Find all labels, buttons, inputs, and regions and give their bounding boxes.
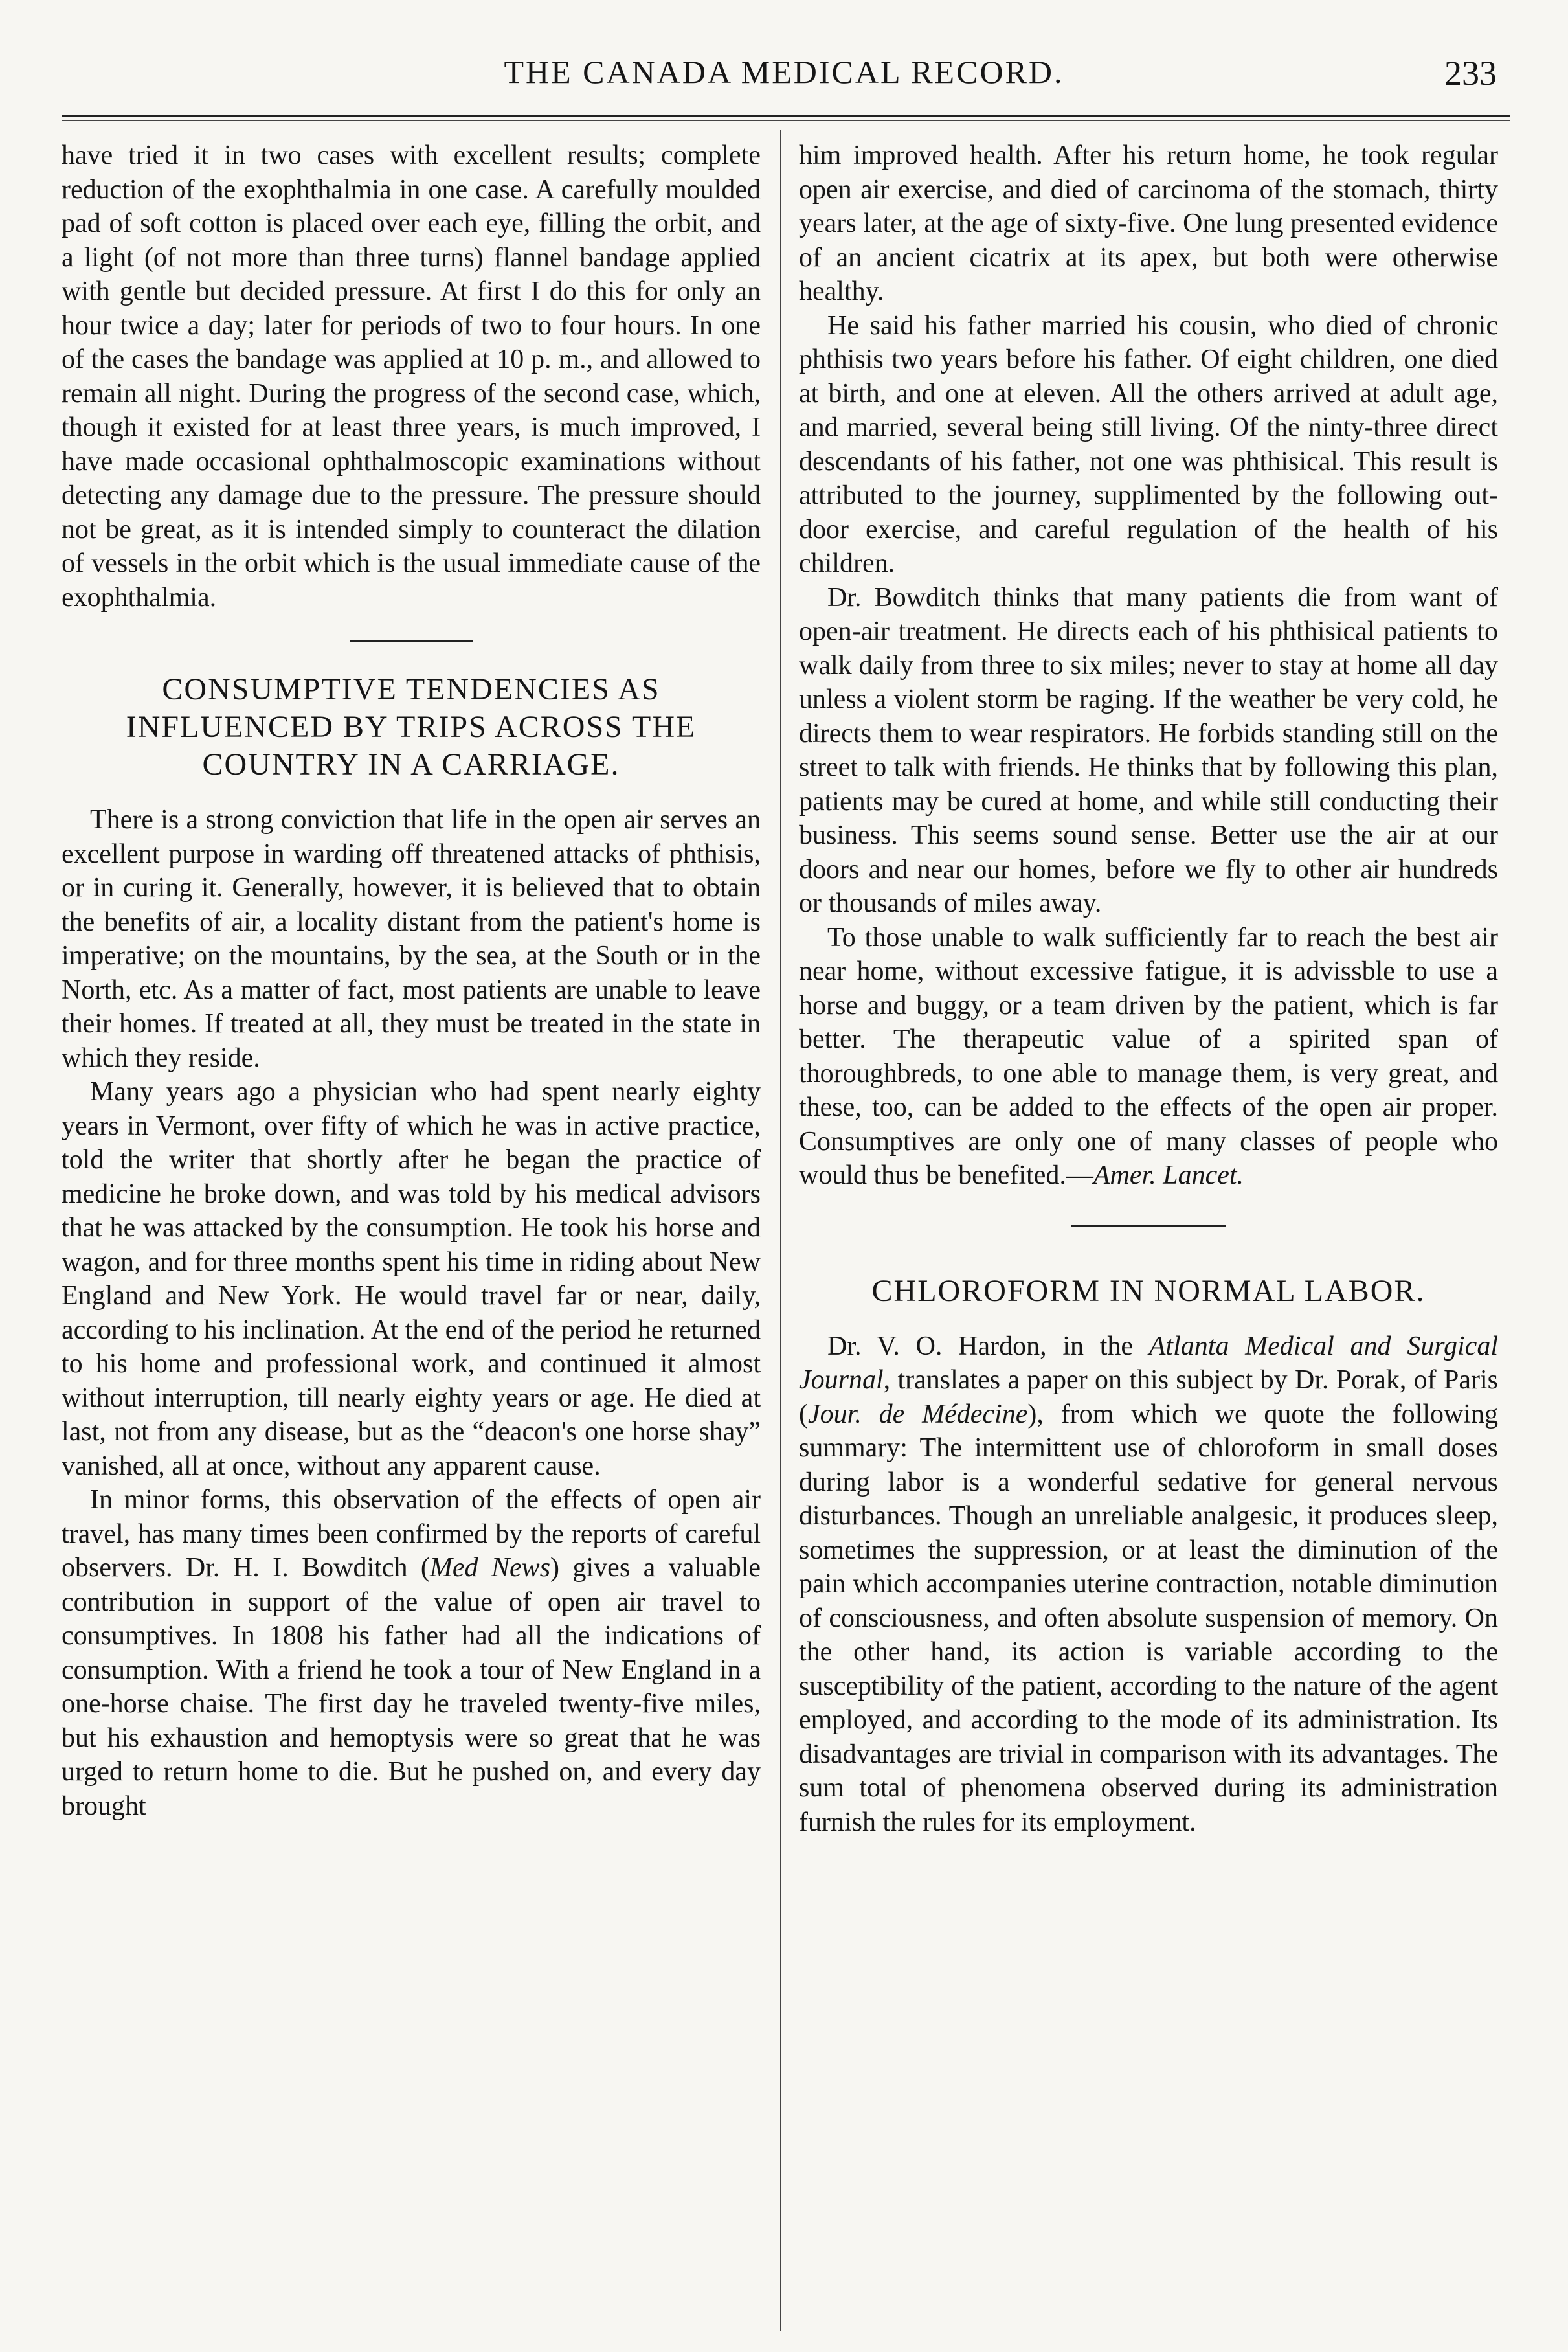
journal-name-italic: Atlanta Medical and Surgical Journal — [799, 1331, 1498, 1395]
source-citation: Amer. Lancet. — [1093, 1160, 1244, 1190]
text-run: , translates a paper on this subject by Dr. Porak, of Paris ( — [799, 1365, 1498, 1429]
intro-paragraph: have tried it in two cases with excellent results; complete reduction of the exophthalmia in one case. A carefully moulded pad of soft cotton is placed over each eye, filling the orbit, and a light (of not more than three turns) flannel bandage applied with gentle but decided pressure. At first I do this for only an hour twice a day; later for periods of two to four hours. In one of the cases the bandage was applied at 10 p. m., and allowed to remain all night. During the progress of the second case, which, though it existed for at least three years, is much improved, I have made occasional ophthalmoscopic examinations without detecting any damage due to the pressure. The pressure should not be great, as it is intended simply to counteract the dilation of vessels in the orbit which is the usual immediate cause of the exophthalmia. — [62, 141, 761, 613]
paragraph — [799, 1329, 1498, 1840]
paragraph: Dr. Bowditch thinks that many patients die from want of open-air treatment. He directs each of his phthisical patients to walk daily from three to six miles; never to stay at home all day unless a violent storm be raging. If the weather be very cold, he directs them to wear respirators. He forbids standing still on the street to talk with friends. He thinks that by following this plan, patients may be cured at home, and while still conducting their business. This seems sound sense. Better use the air at our doors and near our homes, before we fly to other air hundreds or thousands of miles away. — [799, 582, 1498, 918]
paragraph — [62, 1483, 761, 1823]
paragraph: Many years ago a physician who had spent nearly eighty years in Vermont, over fifty of which he was in active practice, told the writer that shortly after he began the practice of medicine he broke down, and was told by his medical advisors that he was attacked by the consumption. He took his horse and wagon, and for three months spent his time in riding about New England and New York. He would travel far or near, daily, according to his inclination. At the end of the period he returned to his home and professional work, and continued it almost without interruption, till nearly eighty years or age. He died at last, not from any disease, but as the “deacon's one horse shay” vanished, all at once, without any apparent cause. — [62, 1077, 761, 1481]
section-divider — [1071, 1225, 1226, 1227]
text-run: ) gives a valuable contribution in support of the value of open air travel to consumptives. In 1808 his father had all the indications of consumption. With a friend he took a tour of New England in a one-horse chaise. The first day he traveled twenty-five miles, but his exhaustion and hemoptysis were so great that he was urged to return home to die. But he pushed on, and every day brought — [62, 1553, 761, 1821]
right-column — [799, 139, 1498, 2327]
text-run: To those unable to walk sufficiently far to reach the best air near home, without excessive fatigue, it is advissble to use a horse and buggy, or a team driven by the patient, which is far better. The therapeutic value of a spirited span of thoroughbreds, to one able to manage them, is very great, and these, too, can be added to the effects of the open air proper. Consumptives are only one of many classes of people who would thus be benefited.— — [799, 922, 1498, 1190]
page-number: 233 — [1444, 54, 1497, 93]
left-column — [62, 139, 761, 2327]
citation-italic: Med News — [429, 1553, 551, 1583]
journal-name-italic: Jour. de Médecine — [808, 1399, 1028, 1429]
header-rule-thin — [62, 120, 1510, 121]
article-heading-consumptive: CONSUMPTIVE TENDENCIES AS INFLUENCED BY TRIPS ACROSS THE COUNTRY IN A CARRIAGE. — [126, 672, 697, 782]
paragraph: There is a strong conviction that life in the open air serves an excellent purpose in warding off threatened attacks of phthisis, or in curing it. Generally, however, it is believed that to obtain the benefits of air, a locality distant from the patient's home is imperative; on the mountains, by the sea, at the South or in the North, etc. As a matter of fact, most patients are unable to leave their homes. If treated at all, they must be treated in the state in which they reside. — [62, 805, 761, 1073]
paragraph: him improved health. After his return home, he took regular open air exercise, and died of carcinoma of the stomach, thirty years later, at the age of sixty-five. One lung presented evidence of an ancient cicatrix at its apex, but both were otherwise healthy. — [799, 141, 1498, 306]
text-run: Dr. V. O. Hardon, in the — [827, 1331, 1149, 1361]
article-heading-chloroform: CHLOROFORM IN NORMAL LABOR. — [871, 1273, 1426, 1308]
paragraph — [799, 921, 1498, 1193]
section-divider — [350, 640, 473, 642]
paragraph: He said his father married his cousin, who died of chronic phthisis two years before his father. Of eight children, one died at birth, and one at eleven. All the others arrived at adult age, and married, several being still living. Of the ninty-three direct descendants of his father, not one was phthisical. This result is attributed to the journey, supplimented by the following out-door exercise, and careful regulation of the health of his children. — [799, 310, 1498, 578]
header-rule — [62, 115, 1510, 117]
page-header — [45, 53, 1523, 98]
column-divider — [780, 130, 781, 2331]
text-run: ), from which we quote the following summary: The intermittent use of chloroform in small doses during labor is a wonderful sedative for general nervous disturbances. Though an unreliable analgesic, it produces sleep, sometimes the suppression, or at least the diminution of the pain which accompanies uterine contraction, notable diminution of consciousness, and often absolute suspension of memory. On the other hand, its action is variable according to the susceptibility of the patient, according to the nature of the agent employed, and according to the mode of its administration. Its disadvantages are trivial in comparison with its advantages. The sum total of phenomena observed during its administration furnish the rules for its employment. — [799, 1399, 1498, 1837]
running-title: THE CANADA MEDICAL RECORD. — [504, 54, 1064, 90]
text-run: In minor forms, this observation of the effects of open air travel, has many times been confirmed by the reports of careful observers. Dr. H. I. Bowditch ( — [62, 1485, 761, 1583]
